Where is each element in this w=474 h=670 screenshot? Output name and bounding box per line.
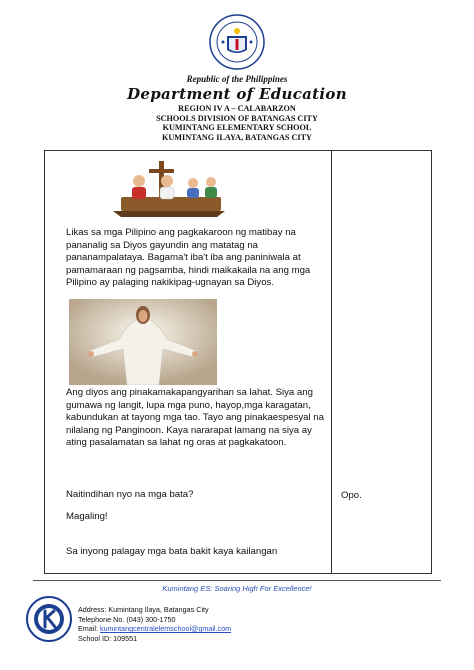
header-address-block: [0, 104, 474, 142]
question-understood: Naitindihan nyo na mga bata?: [66, 489, 194, 500]
department-title: Department of Education: [127, 85, 347, 103]
school-logo: [26, 596, 72, 642]
praise-text: Magaling!: [66, 511, 108, 522]
email-link[interactable]: kumintangcentralelemschool@gmail.com: [99, 624, 232, 634]
footer-contact: [78, 605, 231, 643]
family-praying-image: [113, 159, 225, 225]
header-school: KUMINTANG ELEMENTARY SCHOOL: [162, 123, 312, 133]
paragraph-god: Ang diyos ang pinakamakapangyarihan sa lahat. Siya ang gumawa ng langit, lupa mga puno, hayop,mga karagatan, kabundukan at tayong mga tao. Tayo ang pinakaespesyal na nilalang ng Panginoon. Kaya nararapat lamang na siya ay ating pasalamatan sa lahat ng oras at pagkakatoon.: [66, 387, 324, 449]
footer-address: Address: Kumintang Ilaya, Batangas City: [78, 605, 209, 614]
pupil-answer: Opo.: [341, 490, 362, 501]
republic-heading: Republic of the Philippines: [186, 74, 288, 84]
deped-seal-logo: [209, 14, 265, 70]
jesus-image: [69, 299, 217, 385]
header-location: KUMINTANG ILAYA, BATANGAS CITY: [162, 132, 312, 142]
header-division: SCHOOLS DIVISION OF BATANGAS CITY: [156, 113, 318, 123]
column-divider: [331, 151, 332, 573]
school-slogan: Kumintang ES: Soaring High For Excellence!: [162, 584, 312, 593]
lesson-table: [44, 150, 432, 574]
question-why: Sa inyong palagay mga bata bakit kaya kailangan: [66, 546, 278, 557]
footer-email-line: [78, 624, 231, 634]
email-label: Email:: [78, 624, 100, 634]
paragraph-faith: Likas sa mga Pilipino ang pagkakaroon ng matibay na pananalig sa Diyos gayundin ang matatag na pananampalataya. Bagama't iba't iba ang paniniwala at pamamaraan ng pagsamba, hindi maikakaila na ang mga Pilipino ay palaging nakikipag-ugnayan sa Diyos.: [66, 227, 311, 289]
footer-divider: [33, 580, 441, 581]
header-region: REGION IV A – CALABARZON: [178, 104, 296, 113]
footer-telephone: Telephone No. (043) 300-1750: [78, 614, 176, 624]
footer-school-id: School ID: 109551: [78, 633, 138, 643]
